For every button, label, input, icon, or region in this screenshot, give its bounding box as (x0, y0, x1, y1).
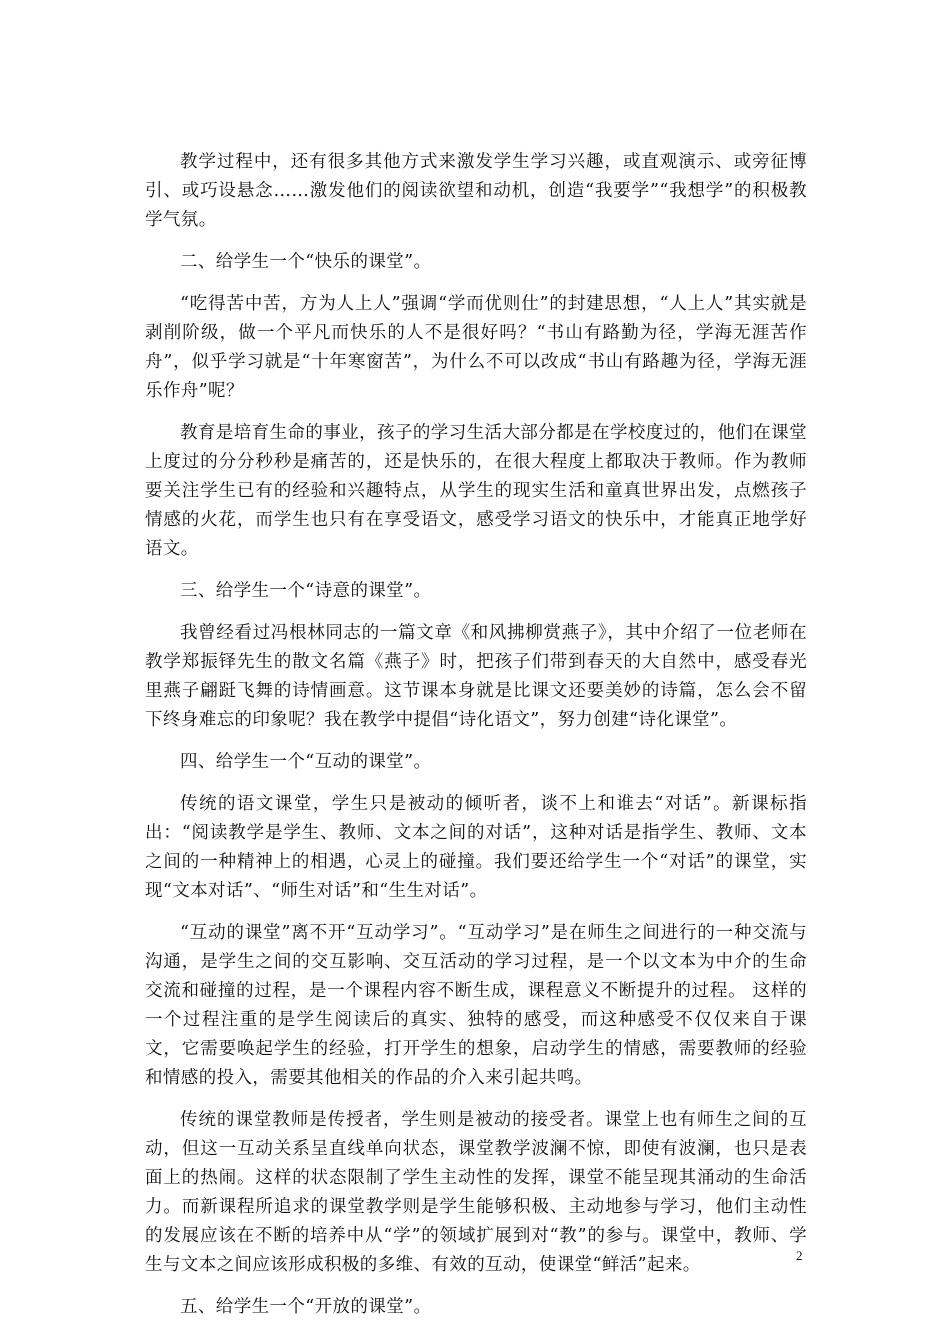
paragraph: “互动的课堂”离不开“互动学习”。“互动学习”是在师生之间进行的一种交流与沟通，是学生之间的交互影响、交互活动的学习过程，是一个以文本为中介的生命交流和碰撞的过程，是一个课程内容不断生成，课程意义不断提升的过程。 这样的一个过程注重的是学生阅读后的真实、独特的感受，而这种感受不仅仅来自于课文，它需要唤起学生的经验，打开学生的想象，启动学生的情感，需要教师的经验和情感的投入，需要其他相关的作品的介入来引起共鸣。 (145, 923, 807, 1088)
paragraph: “吃得苦中苦，方为人上人”强调“学而优则仕”的封建思想，“人上人”其实就是剥削阶级，做一个平凡而快乐的人不是很好吗？“书山有路勤为径，学海无涯苦作舟”，似乎学习就是“十年寒窗苦”，为什么不可以改成“书山有路趣为径，学海无涯乐作舟”呢？ (145, 294, 807, 401)
document-body (145, 148, 807, 1335)
section-heading: 四、给学生一个“互动的课堂”。 (180, 752, 432, 772)
paragraph: 我曾经看过冯根林同志的一篇文章《和风拂柳赏燕子》，其中介绍了一位老师在教学郑振铎先生的散文名篇《燕子》时，把孩子们带到春天的大自然中，感受春光里燕子翩跹飞舞的诗情画意。这节课本身就是比课文还要美妙的诗篇，怎么会不留下终身难忘的印象呢？我在教学中提倡“诗化语文”，努力创建“诗化课堂”。 (145, 623, 807, 730)
section-heading: 五、给学生一个“开放的课堂”。 (180, 1297, 432, 1317)
paragraph: 教学过程中，还有很多其他方式来激发学生学习兴趣，或直观演示、或旁征博引、或巧设悬念……激发他们的阅读欲望和动机，创造“我要学”“我想学”的积极教学气氛。 (145, 152, 807, 230)
paragraph: 传统的课堂教师是传授者，学生则是被动的接受者。课堂上也有师生之间的互动，但这一互动关系呈直线单向状态，课堂教学波澜不惊，即使有波澜，也只是表面上的热闹。这样的状态限制了学生主动性的发挥，课堂不能呈现其涌动的生命活力。而新课程所追求的课堂教学则是学生能够积极、主动地参与学习，他们主动性的发展应该在不断的培养中从“学”的领域扩展到对“教”的参与。课堂中，教师、学生与文本之间应该形成积极的多维、有效的互动，使课堂“鲜活”起来。 (145, 1110, 807, 1275)
page-number: 2 (796, 1248, 803, 1263)
paragraph: 传统的语文课堂，学生只是被动的倾听者，谈不上和谁去“对话”。新课标指出：“阅读教学是学生、教师、文本之间的对话”，这种对话是指学生、教师、文本之间的一种精神上的相遇，心灵上的碰撞。我们要还给学生一个“对话”的课堂，实现“文本对话”、“师生对话”和“生生对话”。 (145, 794, 807, 901)
section-heading: 三、给学生一个“诗意的课堂”。 (180, 581, 432, 601)
paragraph: 教育是培育生命的事业，孩子的学习生活大部分都是在学校度过的，他们在课堂上度过的分分秒秒是痛苦的，还是快乐的，在很大程度上都取决于教师。作为教师要关注学生已有的经验和兴趣特点，从学生的现实生活和童真世界出发，点燃孩子情感的火花，而学生也只有在享受语文，感受学习语文的快乐中，才能真正地学好语文。 (145, 423, 807, 559)
section-heading: 二、给学生一个“快乐的课堂”。 (180, 252, 432, 272)
